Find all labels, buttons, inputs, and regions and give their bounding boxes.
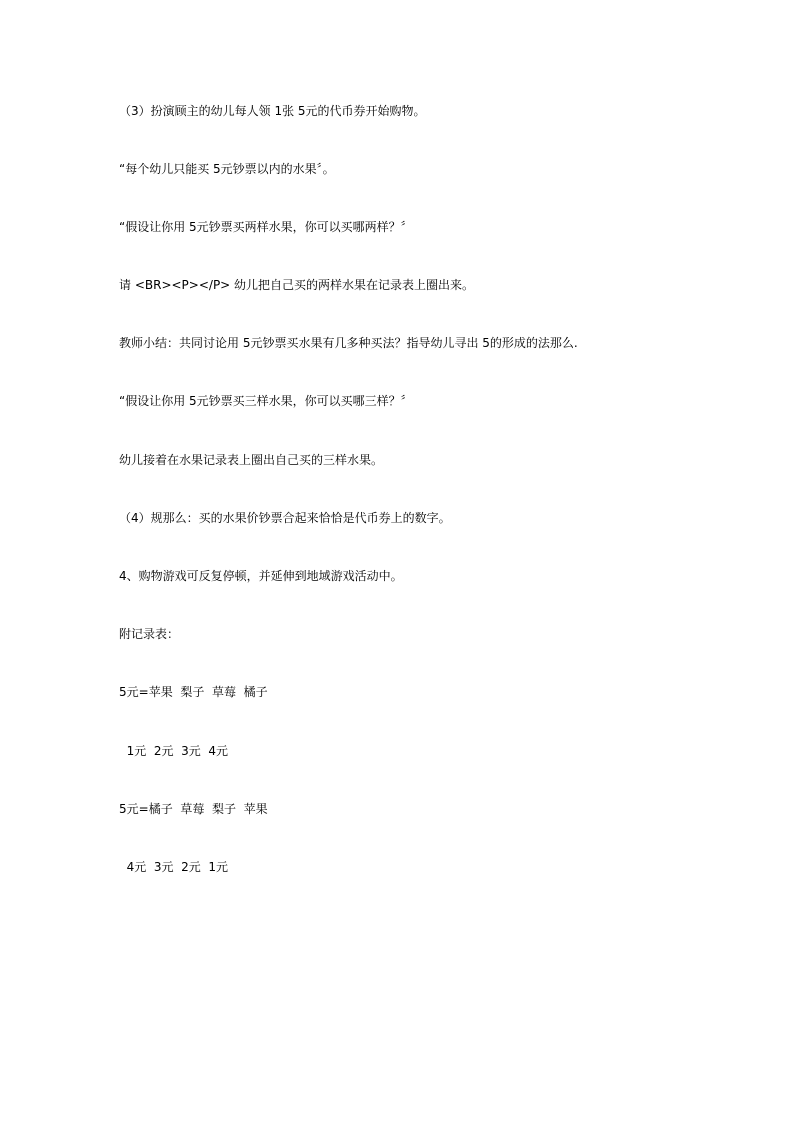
paragraph-teacher-summary: 教师小结：共同讨论用 5元钞票买水果有几多种买法？指导幼儿寻出 5的形成的法那么. (119, 336, 578, 350)
paragraph-circle-two-fruits: 请 <BR><P></P> 幼儿把自己买的两样水果在记录表上圈出来。 (119, 278, 475, 292)
record-row-prices-1: 1元 2元 3元 4元 (119, 744, 229, 758)
record-row-prices-2: 4元 3元 2元 1元 (119, 860, 229, 874)
paragraph-step-4-rule: （4）规那么：买的水果价钞票合起来恰恰是代币券上的数字。 (119, 511, 451, 525)
paragraph-circle-three-fruits: 幼儿接着在水果记录表上圈出自己买的三样水果。 (119, 453, 384, 467)
record-row-fruits-1: 5元=苹果 梨子 草莓 橘子 (119, 685, 268, 699)
paragraph-item-4: 4、购物游戏可反复停顿，并延伸到地域游戏活动中。 (119, 569, 403, 583)
paragraph-step-3: （3）扮演顾主的幼儿每人领 1张 5元的代币券开始购物。 (119, 104, 426, 118)
paragraph-rule-quote: “每个幼儿只能买 5元钞票以内的水果〞。 (119, 162, 335, 176)
record-table-heading: 附记录表： (119, 627, 180, 641)
paragraph-two-fruits-question: “假设让你用 5元钞票买两样水果，你可以买哪两样？〞 (119, 220, 413, 234)
paragraph-three-fruits-question: “假设让你用 5元钞票买三样水果，你可以买哪三样？〞 (119, 394, 413, 408)
record-row-fruits-2: 5元=橘子 草莓 梨子 苹果 (119, 802, 268, 816)
